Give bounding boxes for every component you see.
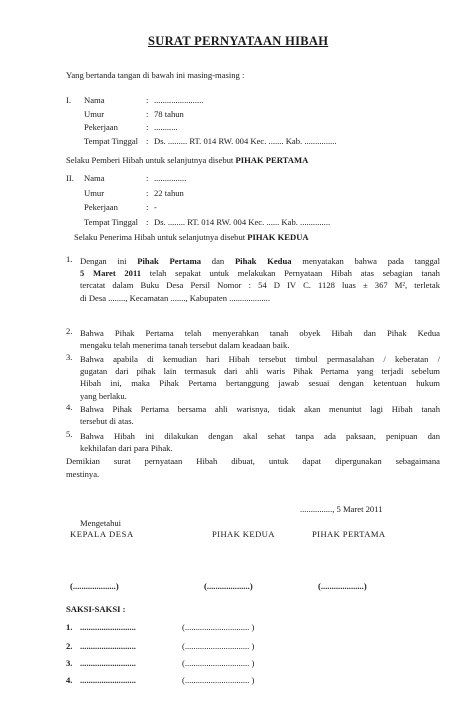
party1-tempat-tinggal-label: Tempat Tinggal [84, 135, 139, 146]
clause-line [80, 353, 440, 365]
party2-role-name: PIHAK KEDUA [247, 232, 309, 242]
kepala-desa-label: KEPALA DESA [70, 529, 134, 539]
clause-text [80, 327, 440, 351]
kepala-desa-signature: (....................) [70, 581, 119, 591]
clause-line [80, 365, 440, 377]
clause-number: 4. [66, 402, 73, 412]
party1-role [66, 156, 308, 166]
witness-signature: (.............................. ) [182, 622, 255, 632]
clause-fragment: menyatakan bahwa pada tanggal [291, 256, 440, 266]
clause-fragment: Bahwa Hibah ini dilakukan dengan akal sehat tanpa ada paksaan, penipuan dan [80, 431, 440, 441]
date-line: ..............., 5 Maret 2011 [300, 504, 383, 514]
clause-fragment: kekhilafan dari para Pihak. [80, 443, 173, 454]
clause-line [80, 415, 440, 427]
witness-name: .......................... [80, 675, 136, 685]
party1-tempat-tinggal-colon: : [146, 135, 149, 146]
party1-umur-label: Umur [84, 108, 105, 119]
clause-fragment: Bahwa Pihak Pertama bersama ahli warisnya, tidak akan menuntut lagi Hibah tanah [80, 404, 440, 414]
witness-signature: (.............................. ) [182, 658, 255, 668]
party2-umur-colon: : [146, 187, 149, 198]
witness-signature: (.............................. ) [182, 675, 255, 685]
pihak-kedua-label: PIHAK KEDUA [212, 529, 275, 539]
clause-emphasis: 5 Maret 2011 [80, 268, 142, 279]
party2-pekerjaan-label: Pekerjaan [84, 202, 118, 212]
party1-number: I. [66, 95, 72, 105]
clause-emphasis: Pihak Kedua [234, 256, 292, 266]
clause-fragment: dan [201, 256, 235, 266]
clause-fragment: Hibah ini, maka Pihak Pertama bertanggung jawab sesuai dengan ketentuan hukum [80, 378, 440, 389]
closing-paragraph [66, 457, 440, 480]
witness-number: 2. [66, 641, 73, 651]
clause-fragment: yang berlaku. [80, 390, 127, 401]
clause-number: 1. [66, 254, 73, 264]
party2-number: II. [66, 173, 74, 183]
party1-nama-colon: : [146, 95, 149, 105]
clause-number: 2. [66, 326, 73, 336]
clause-line [80, 327, 440, 339]
party1-nama-label: Nama [84, 95, 105, 105]
clause-fragment: tersebut di atas. [80, 416, 134, 427]
party2-umur-value: 22 tahun [154, 187, 184, 198]
clause-text [80, 353, 440, 402]
closing-line-1: Demikian surat pernyataan Hibah dibuat, untuk dapat dipergunakan sebagaimana [66, 456, 440, 466]
party1-role-name: PIHAK PERTAMA [235, 155, 309, 165]
party2-tempat-tinggal-colon: : [146, 216, 149, 227]
clause-number: 5. [66, 429, 73, 439]
clause-number: 3. [66, 352, 73, 362]
witness-name: .......................... [80, 641, 136, 651]
party1-role-prefix: Selaku Pemberi Hibah untuk selanjutnya disebut [66, 155, 236, 165]
intro-text: Yang bertanda tangan di bawah ini masing-masing : [66, 70, 245, 80]
clause-line [80, 267, 440, 279]
party2-umur-label: Umur [84, 187, 105, 198]
clause-line [80, 430, 440, 442]
party2-pekerjaan-colon: : [146, 202, 149, 212]
witness-number: 3. [66, 658, 73, 668]
clause-text [80, 255, 440, 304]
clause-line [80, 339, 440, 351]
party1-pekerjaan-colon: : [146, 122, 149, 132]
party1-tempat-tinggal-value: Ds. ......... RT. 014 RW. 004 Kec. ....... Kab. ............... [154, 135, 337, 146]
witness-number: 1. [66, 622, 73, 632]
party2-role [74, 233, 309, 243]
witness-signature: (.............................. ) [182, 641, 255, 651]
clause-line [80, 292, 440, 304]
party2-pekerjaan-value: - [154, 202, 157, 212]
clause-fragment: Bahwa Pihak Pertama telah menyerahkan tanah obyek Hibah dan Pihak Kedua [80, 328, 440, 338]
party1-umur-colon: : [146, 108, 149, 119]
pihak-kedua-signature: (....................) [204, 581, 253, 591]
clause-emphasis: Pihak Pertama [137, 256, 202, 266]
party1-umur-value: 78 tahun [154, 108, 184, 119]
witness-name: .......................... [80, 622, 136, 632]
clause-fragment: mengaku telah menerima tanah tersebut dalam keadaan baik. [80, 340, 290, 351]
clause-line [80, 377, 440, 389]
pihak-pertama-label: PIHAK PERTAMA [312, 529, 386, 539]
party2-tempat-tinggal-label: Tempat Tinggal [84, 216, 139, 227]
clause-line [80, 442, 440, 454]
witness-name: .......................... [80, 658, 136, 668]
clause-line [80, 390, 440, 402]
clause-fragment: Dengan ini [80, 256, 138, 266]
clause-fragment: di Desa ........, Kecamatan ......., Kabupaten ................... [80, 292, 270, 303]
clause-fragment: tercatat dalam Buku Desa Persil Nomor : 54 D IV C. 1128 luas ± 367 M², terletak [80, 280, 440, 291]
clause-text [80, 403, 440, 427]
party2-nama-colon: : [146, 173, 149, 183]
party1-nama-value: ....................... [154, 95, 204, 105]
party2-tempat-tinggal-value: Ds. ........ RT. 014 RW. 004 Kec. ...... Kab. .............. [154, 216, 331, 227]
witness-number: 4. [66, 675, 73, 685]
party2-nama-label: Nama [84, 173, 105, 183]
closing-line-2: mestinya. [66, 468, 100, 479]
clause-fragment: gugatan dari pihak lain termasuk dari ahli waris Pihak Pertama yang terjadi sebelum [80, 366, 440, 377]
party2-nama-value: ............... [154, 173, 187, 183]
clause-fragment: Bahwa apabila di kemudian hari Hibah tersebut timbul permasalahan / keberatan / [80, 354, 440, 364]
clause-text [80, 430, 440, 454]
party1-pekerjaan-label: Pekerjaan [84, 122, 118, 132]
witnesses-heading: SAKSI-SAKSI : [66, 604, 126, 614]
mengetahui-label: Mengetahui [80, 518, 122, 528]
document-title: SURAT PERNYATAAN HIBAH [148, 34, 329, 48]
party2-role-prefix: Selaku Penerima Hibah untuk selanjutnya disebut [74, 232, 248, 242]
clause-line [80, 255, 440, 267]
clause-fragment: telah sepakat untuk melakukan Pernyataan Hibah atas sebagian tanah [141, 268, 440, 279]
clause-line [80, 403, 440, 415]
pihak-pertama-signature: (....................) [318, 581, 367, 591]
clause-line [80, 279, 440, 291]
party1-pekerjaan-value: ........... [154, 122, 178, 132]
